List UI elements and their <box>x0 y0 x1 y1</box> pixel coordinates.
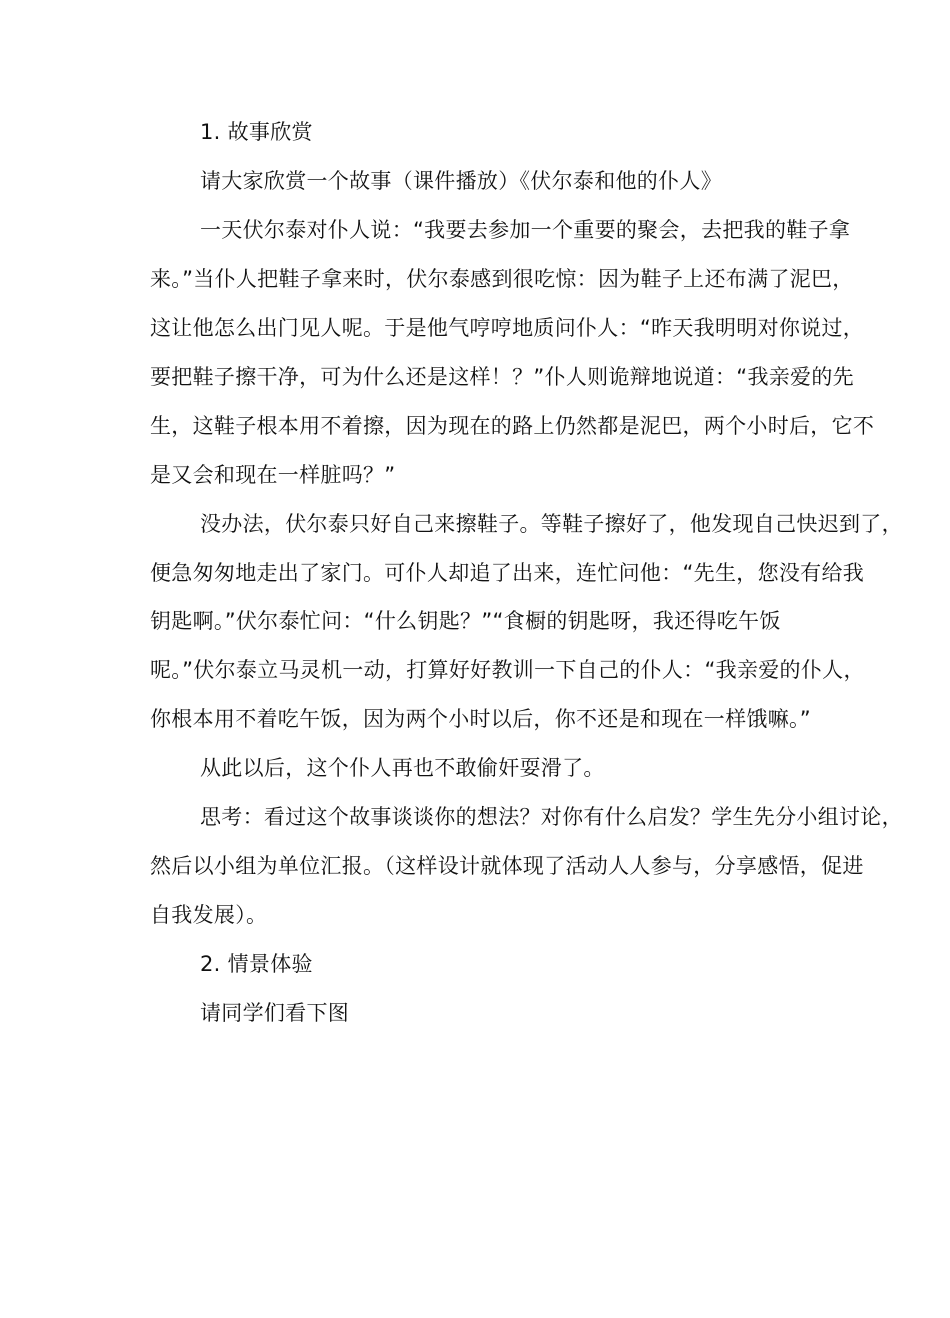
paragraph-line: 自我发展）。 <box>150 903 268 927</box>
paragraph-line: 生，这鞋子根本用不着擦，因为现在的路上仍然都是泥巴，两个小时后，它不 <box>150 414 875 438</box>
paragraph-line: 没办法，伏尔泰只好自己来擦鞋子。等鞋子擦好了，他发现自己快迟到了， <box>200 512 903 536</box>
paragraph-line: 从此以后，这个仆人再也不敢偷奸耍滑了。 <box>200 756 605 780</box>
paragraph-line: 你根本用不着吃午饭，因为两个小时以后，你不还是和现在一样饿嘛。” <box>150 707 811 731</box>
paragraph-line: 钥匙啊。”伏尔泰忙问：“什么钥匙？”“食橱的钥匙呀，我还得吃午饭 <box>150 609 781 633</box>
paragraph-line: 呢。”伏尔泰立马灵机一动，打算好好教训一下自己的仆人：“我亲爱的仆人， <box>150 658 865 682</box>
story-intro: 请大家欣赏一个故事（课件播放）《伏尔泰和他的仆人》 <box>200 169 722 193</box>
paragraph-line: 然后以小组为单位汇报。（这样设计就体现了活动人人参与，分享感悟，促进 <box>150 854 864 878</box>
section-heading-scenario: 2. 情景体验 <box>200 952 313 976</box>
paragraph-line: 要把鞋子擦干净，可为什么还是这样！？”仆人则诡辩地说道：“我亲爱的先 <box>150 365 854 389</box>
scenario-instruction: 请同学们看下图 <box>200 1001 350 1025</box>
paragraph-line: 来。”当仆人把鞋子拿来时，伏尔泰感到很吃惊：因为鞋子上还布满了泥巴， <box>150 267 854 291</box>
paragraph-line: 一天伏尔泰对仆人说：“我要去参加一个重要的聚会，去把我的鞋子拿 <box>200 218 851 242</box>
paragraph-line: 思考：看过这个故事谈谈你的想法？对你有什么启发？学生先分小组讨论， <box>200 805 903 829</box>
paragraph-line: 是又会和现在一样脏吗？” <box>150 463 396 487</box>
paragraph-line: 便急匆匆地走出了家门。可仆人却追了出来，连忙问他：“先生，您没有给我 <box>150 561 865 585</box>
section-heading-story: 1. 故事欣赏 <box>200 120 313 144</box>
paragraph-line: 这让他怎么出门见人呢。于是他气哼哼地质问仆人：“昨天我明明对你说过， <box>150 316 865 340</box>
